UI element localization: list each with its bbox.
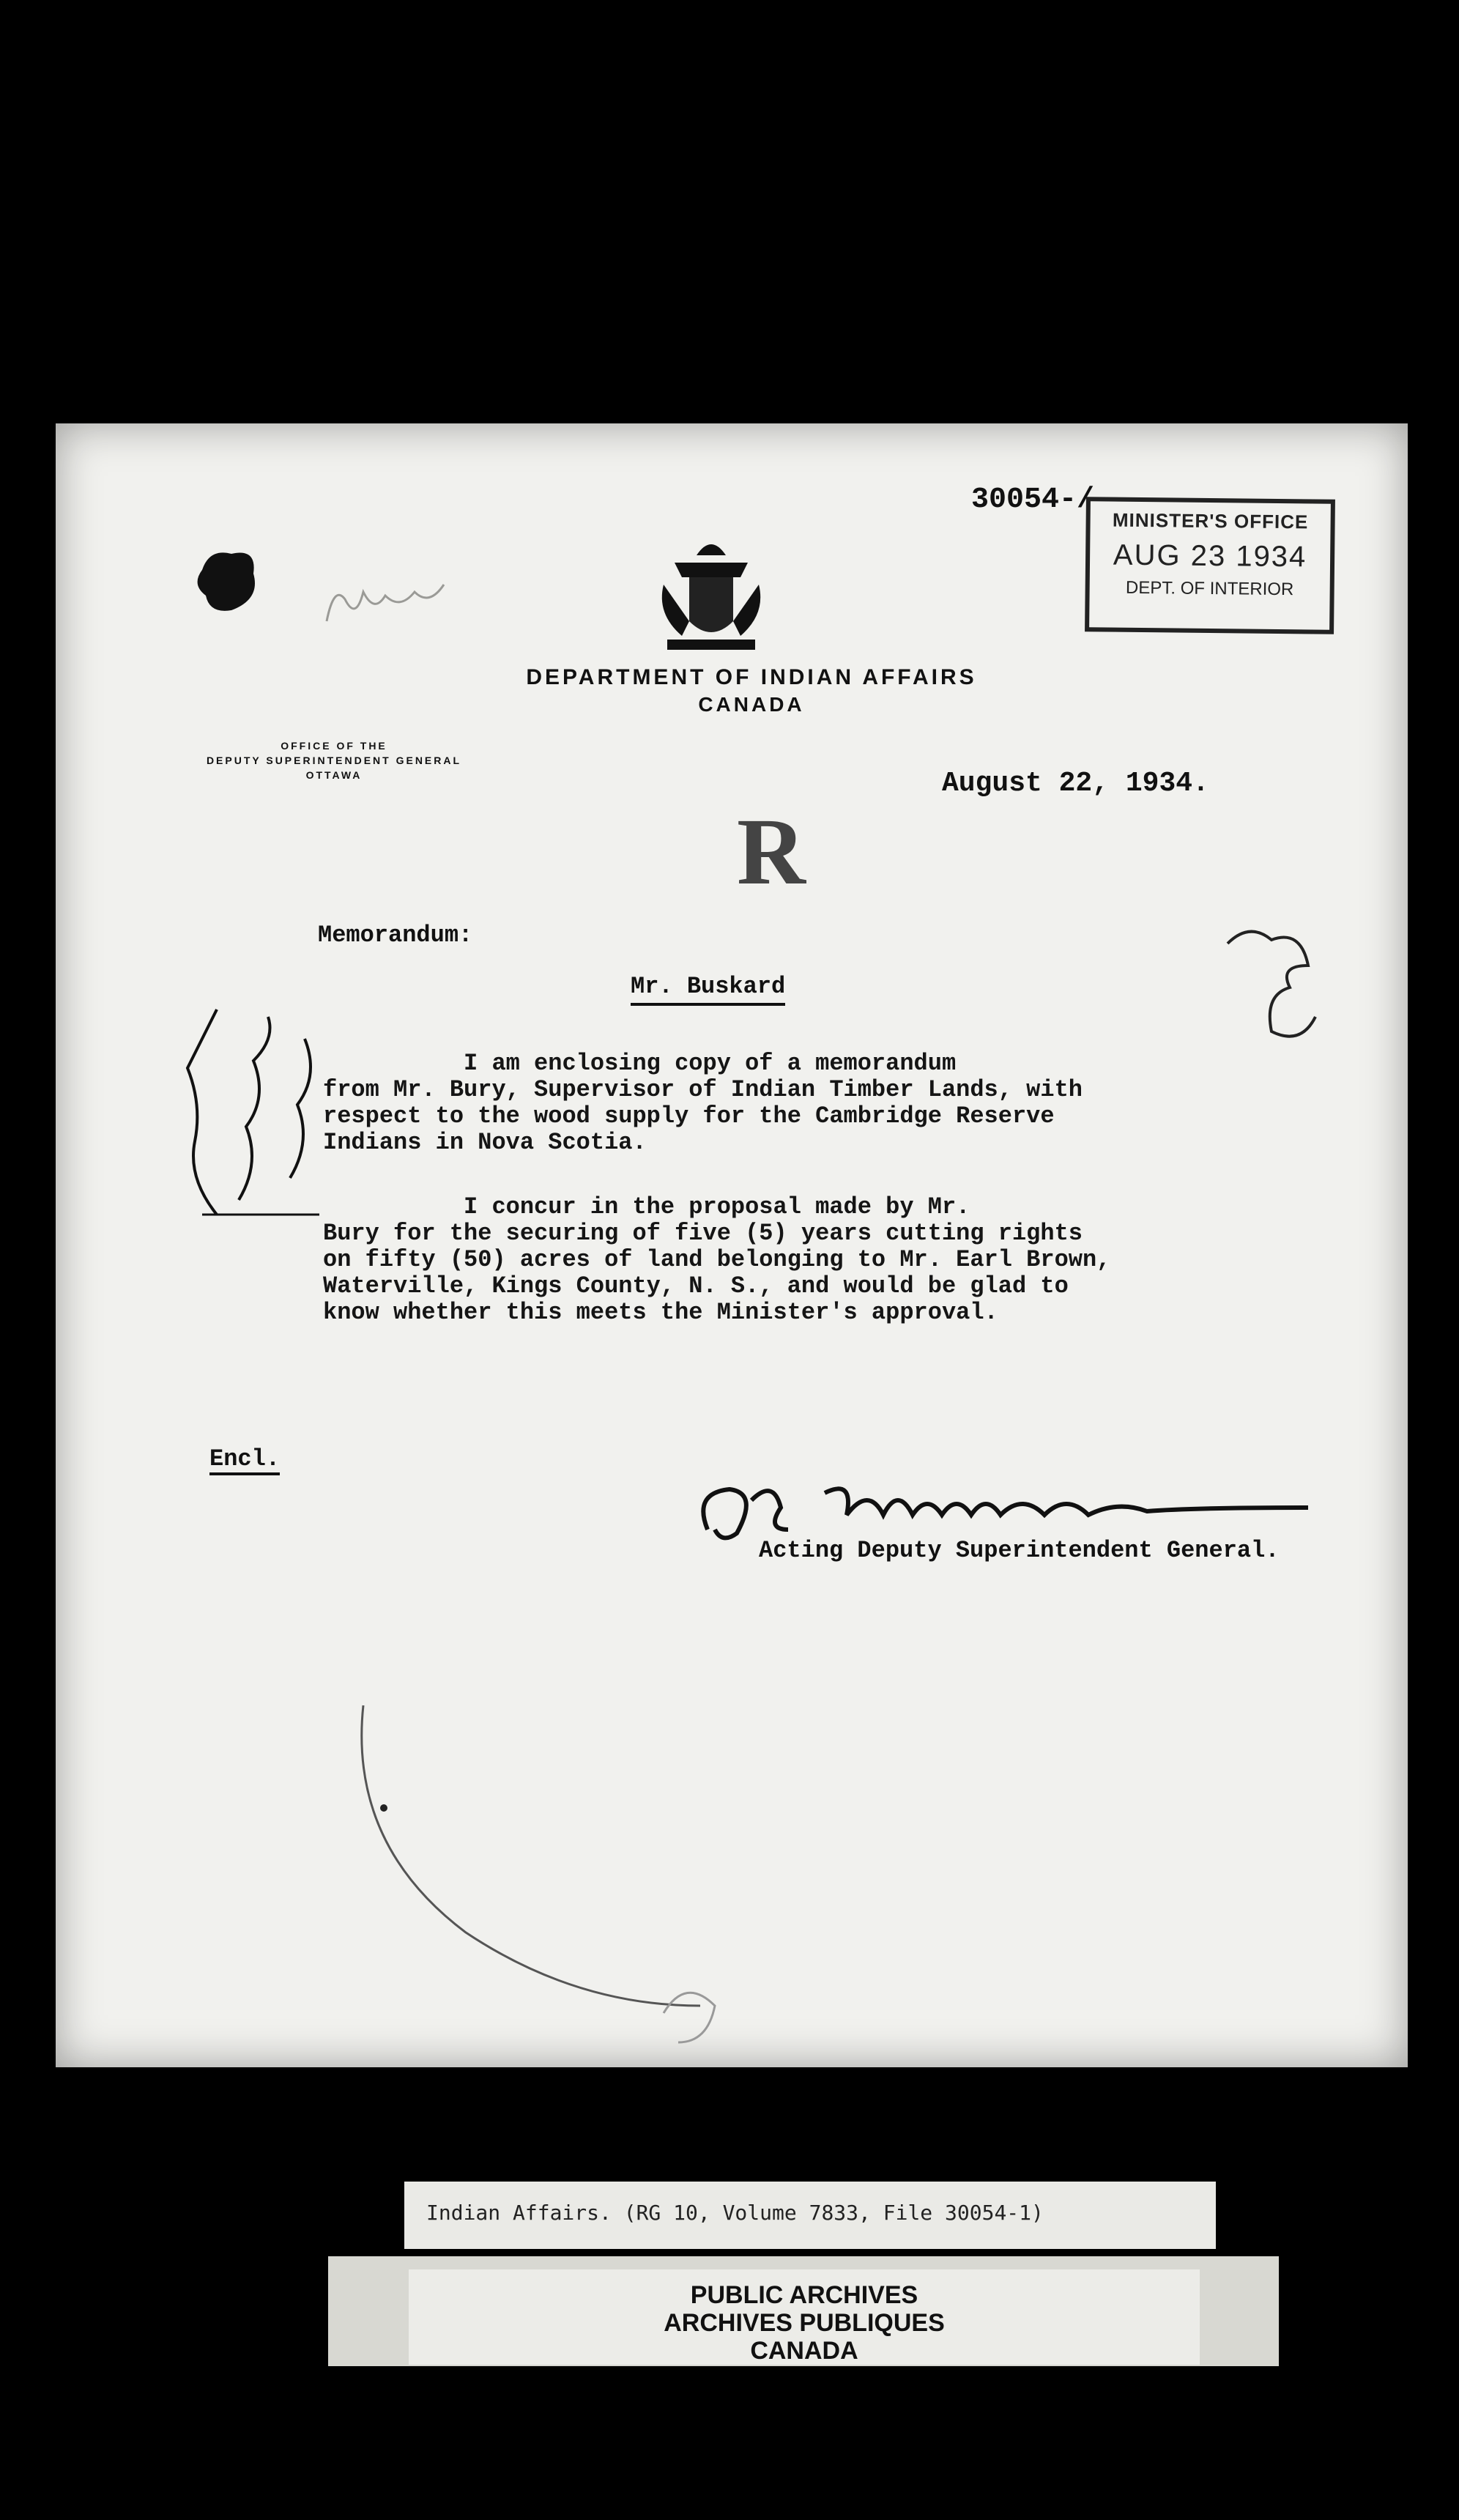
office-line-3: OTTAWA	[305, 769, 363, 781]
stamp-dept: DEPT. OF INTERIOR	[1125, 577, 1294, 600]
archive-stamp-text	[409, 2281, 1200, 2365]
signature-title: Acting Deputy Superintendent General.	[759, 1537, 1280, 1564]
stamp-date: AUG 23 1934	[1113, 538, 1307, 574]
office-line-2: DEPUTY SUPERINTENDENT GENERAL	[206, 755, 462, 766]
ink-blot-icon	[188, 541, 268, 621]
pencil-mark-icon	[319, 570, 495, 636]
office-block	[158, 738, 510, 782]
enclosure-note: Encl.	[209, 1445, 280, 1475]
letter-date: August 22, 1934.	[942, 768, 1209, 799]
scribble-mark-icon	[1220, 922, 1352, 1046]
handwritten-approval-note	[173, 995, 341, 1229]
department-name: DEPARTMENT OF INDIAN AFFAIRS	[526, 665, 977, 689]
paragraph-2: I concur in the proposal made by Mr. Bury for the securing of five (5) years cutting rights on fifty (50) acres of land belonging to Mr. Earl Brown, Waterville, Kings County, N. S., and would be glad to know whether this meets the Minister's approval.	[323, 1193, 1111, 1326]
archive-line-2: ARCHIVES PUBLIQUES	[664, 2309, 945, 2337]
pencil-curve-mark-icon	[319, 1698, 876, 2079]
department-header	[466, 665, 1037, 716]
stamp-letter: R	[737, 799, 806, 905]
addressee: Mr. Buskard	[631, 973, 785, 1006]
archive-line-1: PUBLIC ARCHIVES	[690, 2281, 918, 2309]
archive-reference-label	[404, 2182, 1216, 2249]
office-line-1: OFFICE OF THE	[281, 740, 387, 752]
letter-page	[56, 423, 1408, 2067]
received-stamp	[1085, 497, 1335, 634]
coat-of-arms-icon	[653, 533, 770, 658]
stamp-office: MINISTER'S OFFICE	[1112, 508, 1309, 533]
archive-stamp-strip	[328, 2256, 1279, 2366]
archive-reference-text: Indian Affairs. (RG 10, Volume 7833, File 30054-1)	[426, 2201, 1044, 2225]
file-number: 30054-/	[971, 483, 1095, 516]
department-country: CANADA	[698, 693, 805, 716]
memo-heading: Memorandum:	[318, 922, 473, 949]
archive-line-3: CANADA	[750, 2337, 858, 2365]
archive-stamp	[409, 2269, 1200, 2365]
paragraph-1: I am enclosing copy of a memorandum from Mr. Bury, Supervisor of Indian Timber Lands, with respect to the wood supply for the Cambridge Reserve Indians in Nova Scotia.	[323, 1050, 1083, 1156]
